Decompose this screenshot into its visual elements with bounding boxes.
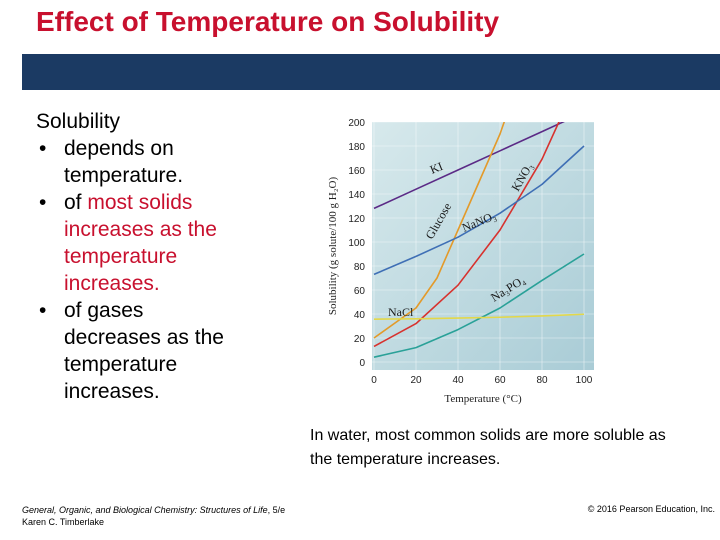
x-tick-labels (371, 375, 593, 386)
y-tick-label: 20 (353, 334, 365, 345)
bullet-item (36, 135, 306, 189)
x-tick-label: 40 (452, 375, 464, 386)
footer-author: Karen C. Timberlake (22, 517, 105, 527)
y-axis-label: Solubility (g solute/100 g H₂O) (327, 176, 339, 316)
bullet-list (36, 108, 306, 405)
y-tick-label: 160 (348, 166, 365, 177)
x-axis-label: Temperature (°C) (444, 393, 522, 405)
x-tick-label: 80 (536, 375, 548, 386)
y-tick-label: 200 (348, 118, 365, 129)
x-tick-label: 100 (575, 375, 593, 386)
series-label: NaCl (388, 305, 414, 319)
series-label: KNO₃ (508, 160, 536, 194)
y-tick-label: 60 (353, 286, 365, 297)
bullet-line: temperature (64, 245, 178, 268)
bullet-item (36, 297, 306, 405)
footer-edition: , 5/e (267, 505, 286, 515)
y-tick-label: 100 (348, 238, 365, 249)
bullet-line: temperature. (64, 164, 184, 187)
bullet-dot-icon: • (39, 299, 47, 322)
footer-source (22, 504, 285, 528)
series-label: NaNO₃ (459, 208, 499, 235)
y-tick-label: 40 (353, 310, 365, 321)
x-tick-label: 60 (494, 375, 506, 386)
bullet-line: temperature (64, 353, 178, 376)
footer-copyright: © 2016 Pearson Education, Inc. (587, 504, 715, 514)
y-tick-labels (348, 118, 365, 369)
series-label: Glucose (422, 200, 455, 242)
x-tick-label: 0 (371, 375, 377, 386)
y-tick-label: 180 (348, 142, 365, 153)
bullet-dot-icon: • (39, 191, 47, 214)
bullet-item (36, 189, 306, 297)
y-tick-label: 120 (348, 214, 365, 225)
bullet-line (64, 189, 306, 216)
series-label: Na₃PO₄ (488, 272, 528, 305)
header-band (22, 54, 720, 90)
slide-title: Effect of Temperature on Solubility (36, 6, 500, 37)
bullet-line: increases as the (64, 218, 217, 241)
chart-caption: In water, most common solids are more soluble as the temperature increases. (310, 427, 666, 468)
bullet-highlight: most solids (87, 191, 193, 214)
bullet-line: decreases as the (64, 326, 224, 349)
series-label: KI (427, 159, 445, 177)
x-tick-label: 20 (410, 375, 422, 386)
footer-book-title: General, Organic, and Biological Chemistry: Structures of Life (22, 505, 268, 515)
bullet-dot-icon: • (39, 137, 47, 160)
solubility-chart (322, 112, 612, 412)
bullet-line: increases. (64, 272, 160, 295)
bullets-heading: Solubility (36, 110, 121, 133)
bullet-line: of gases (64, 299, 144, 322)
bullet-line: depends on (64, 137, 174, 160)
bullet-line: increases. (64, 380, 160, 403)
bullet-text: of (64, 191, 88, 214)
y-tick-label: 0 (359, 358, 365, 369)
y-tick-label: 80 (353, 262, 365, 273)
y-tick-label: 140 (348, 190, 365, 201)
